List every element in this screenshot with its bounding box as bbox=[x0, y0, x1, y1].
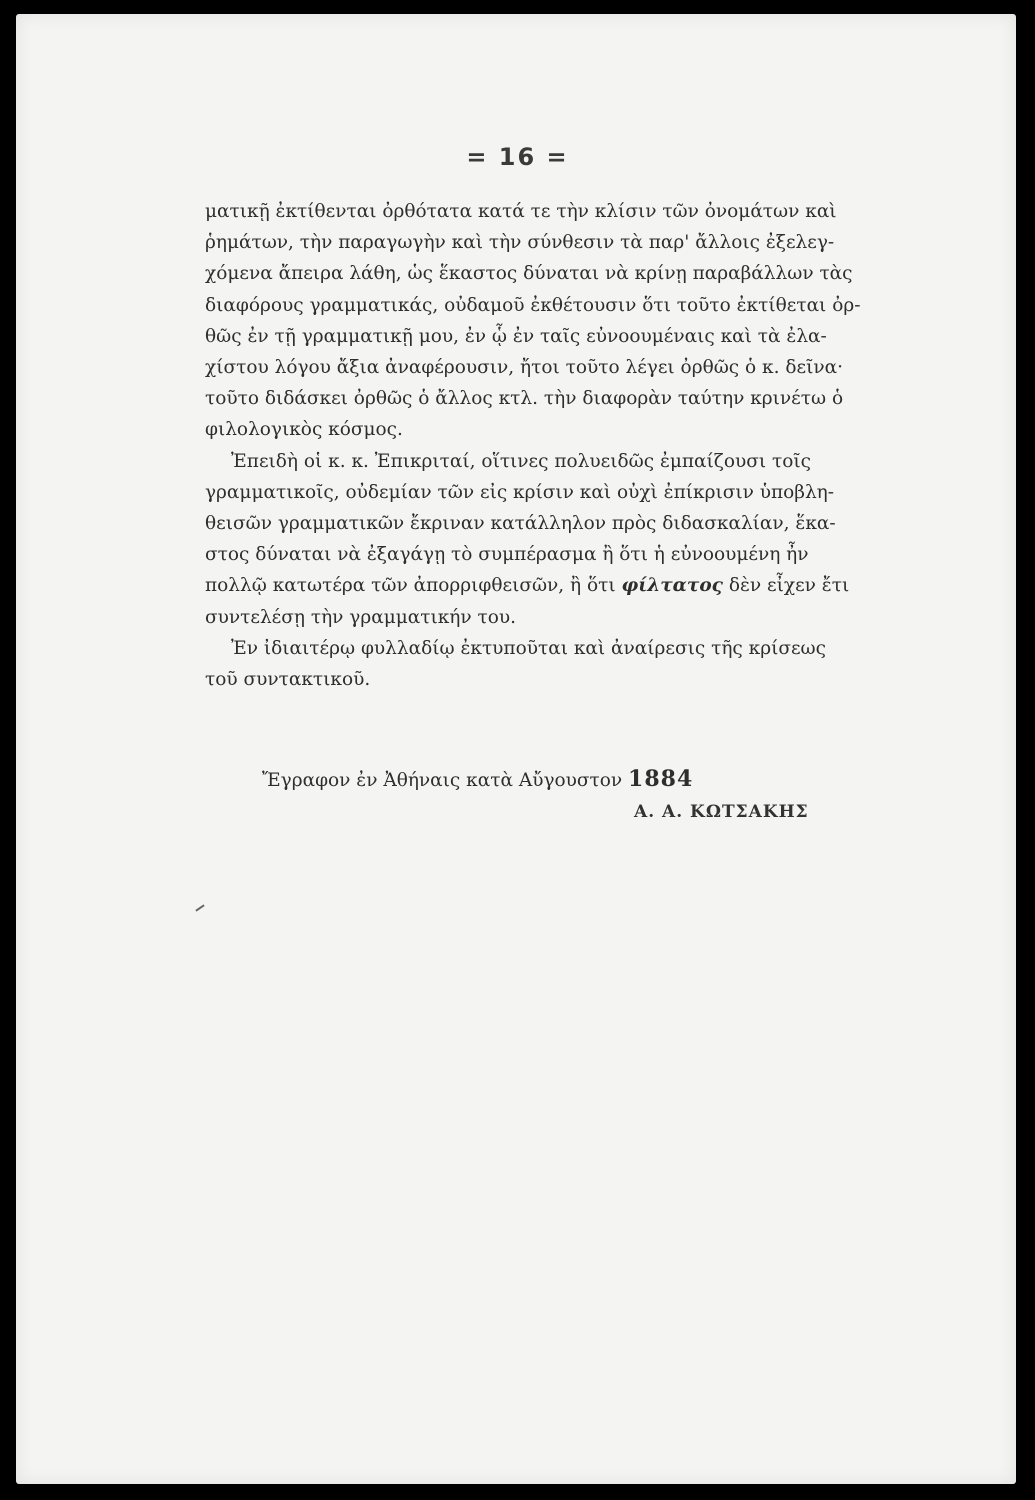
text-line bbox=[205, 570, 863, 601]
text-line: ῥημάτων, τὴν παραγωγὴν καὶ τὴν σύνθεσιν τὰ παρ' ἄλλοις ἐξελεγ- bbox=[205, 232, 835, 254]
paragraph-3 bbox=[205, 633, 863, 695]
text-line: γραμματικοῖς, οὐδεμίαν τῶν εἰς κρίσιν καὶ οὐχὶ ἐπίκρισιν ὑποβλη- bbox=[205, 481, 835, 503]
text-line: τοῦτο διδάσκει ὀρθῶς ὁ ἄλλος κτλ. τὴν διαφορὰν ταύτην κρινέτω ὁ bbox=[205, 388, 844, 410]
text-line: τοῦ συντακτικοῦ. bbox=[205, 669, 371, 691]
emphasized-word: φίλτατος bbox=[621, 575, 723, 597]
text-line: θεισῶν γραμματικῶν ἔκριναν κατάλληλον πρὸς διδασκαλίαν, ἕκα- bbox=[205, 513, 836, 535]
body-text bbox=[205, 196, 863, 695]
text-line: Ἐπειδὴ οἱ κ. κ. Ἐπικριταί, οἵτινες πολυειδῶς ἐμπαίζουσι τοῖς bbox=[231, 450, 811, 472]
text-segment: δὲν εἶχεν ἔτι bbox=[728, 575, 850, 597]
dateline-text: Ἔγραφον ἐν Ἀθήναις κατὰ Αὔγουστον bbox=[262, 770, 623, 791]
dateline-year: 1884 bbox=[628, 766, 694, 792]
text-line: ματικῇ ἐκτίθενται ὀρθότατα κατά τε τὴν κλίσιν τῶν ὀνομάτων καὶ bbox=[205, 201, 837, 222]
signature: Α. Α. ΚΩΤΣΑΚΗΣ bbox=[634, 802, 809, 822]
text-line: στος δύναται νὰ ἐξαγάγῃ τὸ συμπέρασμα ἢ ὅτι ἡ εὐνοουμένη ἦν bbox=[205, 544, 809, 566]
text-line: χόμενα ἄπειρα λάθη, ὡς ἕκαστος δύναται νὰ κρίνῃ παραβάλλων τὰς bbox=[205, 263, 853, 285]
dateline bbox=[262, 766, 693, 792]
text-line: συντελέσῃ τὴν γραμματικήν του. bbox=[205, 606, 517, 628]
paragraph-2 bbox=[205, 446, 863, 633]
text-line: θῶς ἐν τῇ γραμματικῇ μου, ἐν ᾧ ἐν ταῖς εὐνοουμέναις καὶ τὰ ἐλα- bbox=[205, 325, 827, 347]
text-line: Ἐν ἰδιαιτέρῳ φυλλαδίῳ ἐκτυποῦται καὶ ἀναίρεσις τῆς κρίσεως bbox=[231, 637, 827, 659]
paragraph-1 bbox=[205, 196, 863, 446]
text-line: χίστου λόγου ἄξια ἀναφέρουσιν, ἤτοι τοῦτο λέγει ὀρθῶς ὁ κ. δεῖνα· bbox=[205, 357, 843, 379]
page-number: = 16 = bbox=[466, 143, 569, 171]
text-segment: πολλῷ κατωτέρα τῶν ἀπορριφθεισῶν, ἢ ὅτι bbox=[205, 575, 616, 597]
text-line: διαφόρους γραμματικάς, οὐδαμοῦ ἐκθέτουσιν ὅτι τοῦτο ἐκτίθεται ὀρ- bbox=[205, 294, 861, 316]
text-line: φιλολογικὸς κόσμος. bbox=[205, 419, 403, 441]
